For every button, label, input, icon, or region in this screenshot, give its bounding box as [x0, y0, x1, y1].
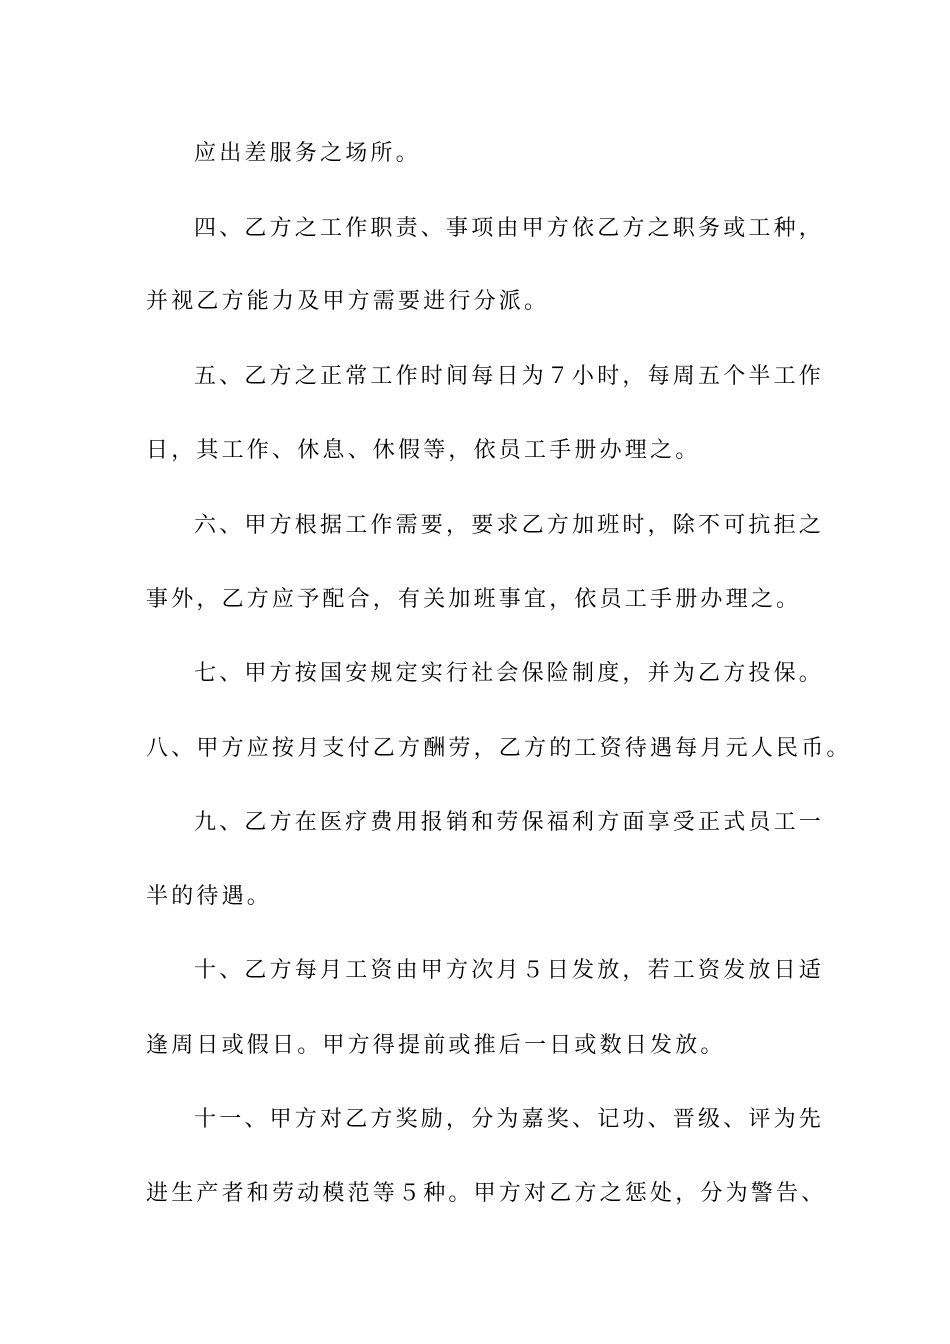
clause-4-line-2: 并视乙方能力及甲方需要进行分派。	[146, 289, 550, 314]
clause-10-line-1: 十、乙方每月工资由甲方次月５日发放，若工资发放日适	[194, 958, 825, 983]
text-line: 应出差服务之场所。	[194, 141, 421, 166]
clause-5-line-1: 五、乙方之正常工作时间每日为７小时，每周五个半工作	[194, 364, 825, 389]
clause-10-line-2: 逢周日或假日。甲方得提前或推后一日或数日发放。	[146, 1033, 726, 1058]
clause-5-line-2: 日，其工作、休息、休假等，依员工手册办理之。	[146, 438, 701, 463]
clause-4-line-1: 四、乙方之工作职责、事项由甲方依乙方之职务或工种，	[194, 216, 825, 241]
clause-9-line-2: 半的待遇。	[146, 884, 273, 909]
clause-11-line-1: 十一、甲方对乙方奖励，分为嘉奖、记功、晋级、评为先	[194, 1107, 825, 1132]
clause-6-line-2: 事外，乙方应予配合，有关加班事宜，依员工手册办理之。	[146, 587, 802, 612]
clause-9-line-1: 九、乙方在医疗费用报销和劳保福利方面享受正式员工一	[194, 810, 825, 835]
clause-7-line: 七、甲方按国安规定实行社会保险制度，并为乙方投保。	[194, 661, 825, 686]
clause-11-line-2: 进生产者和劳动模范等５种。甲方对乙方之惩处，分为警告、	[146, 1181, 827, 1206]
clause-6-line-1: 六、甲方根据工作需要，要求乙方加班时，除不可抗拒之	[194, 513, 825, 538]
clause-8-line: 八、甲方应按月支付乙方酬劳，乙方的工资待遇每月元人民币。	[146, 736, 852, 761]
